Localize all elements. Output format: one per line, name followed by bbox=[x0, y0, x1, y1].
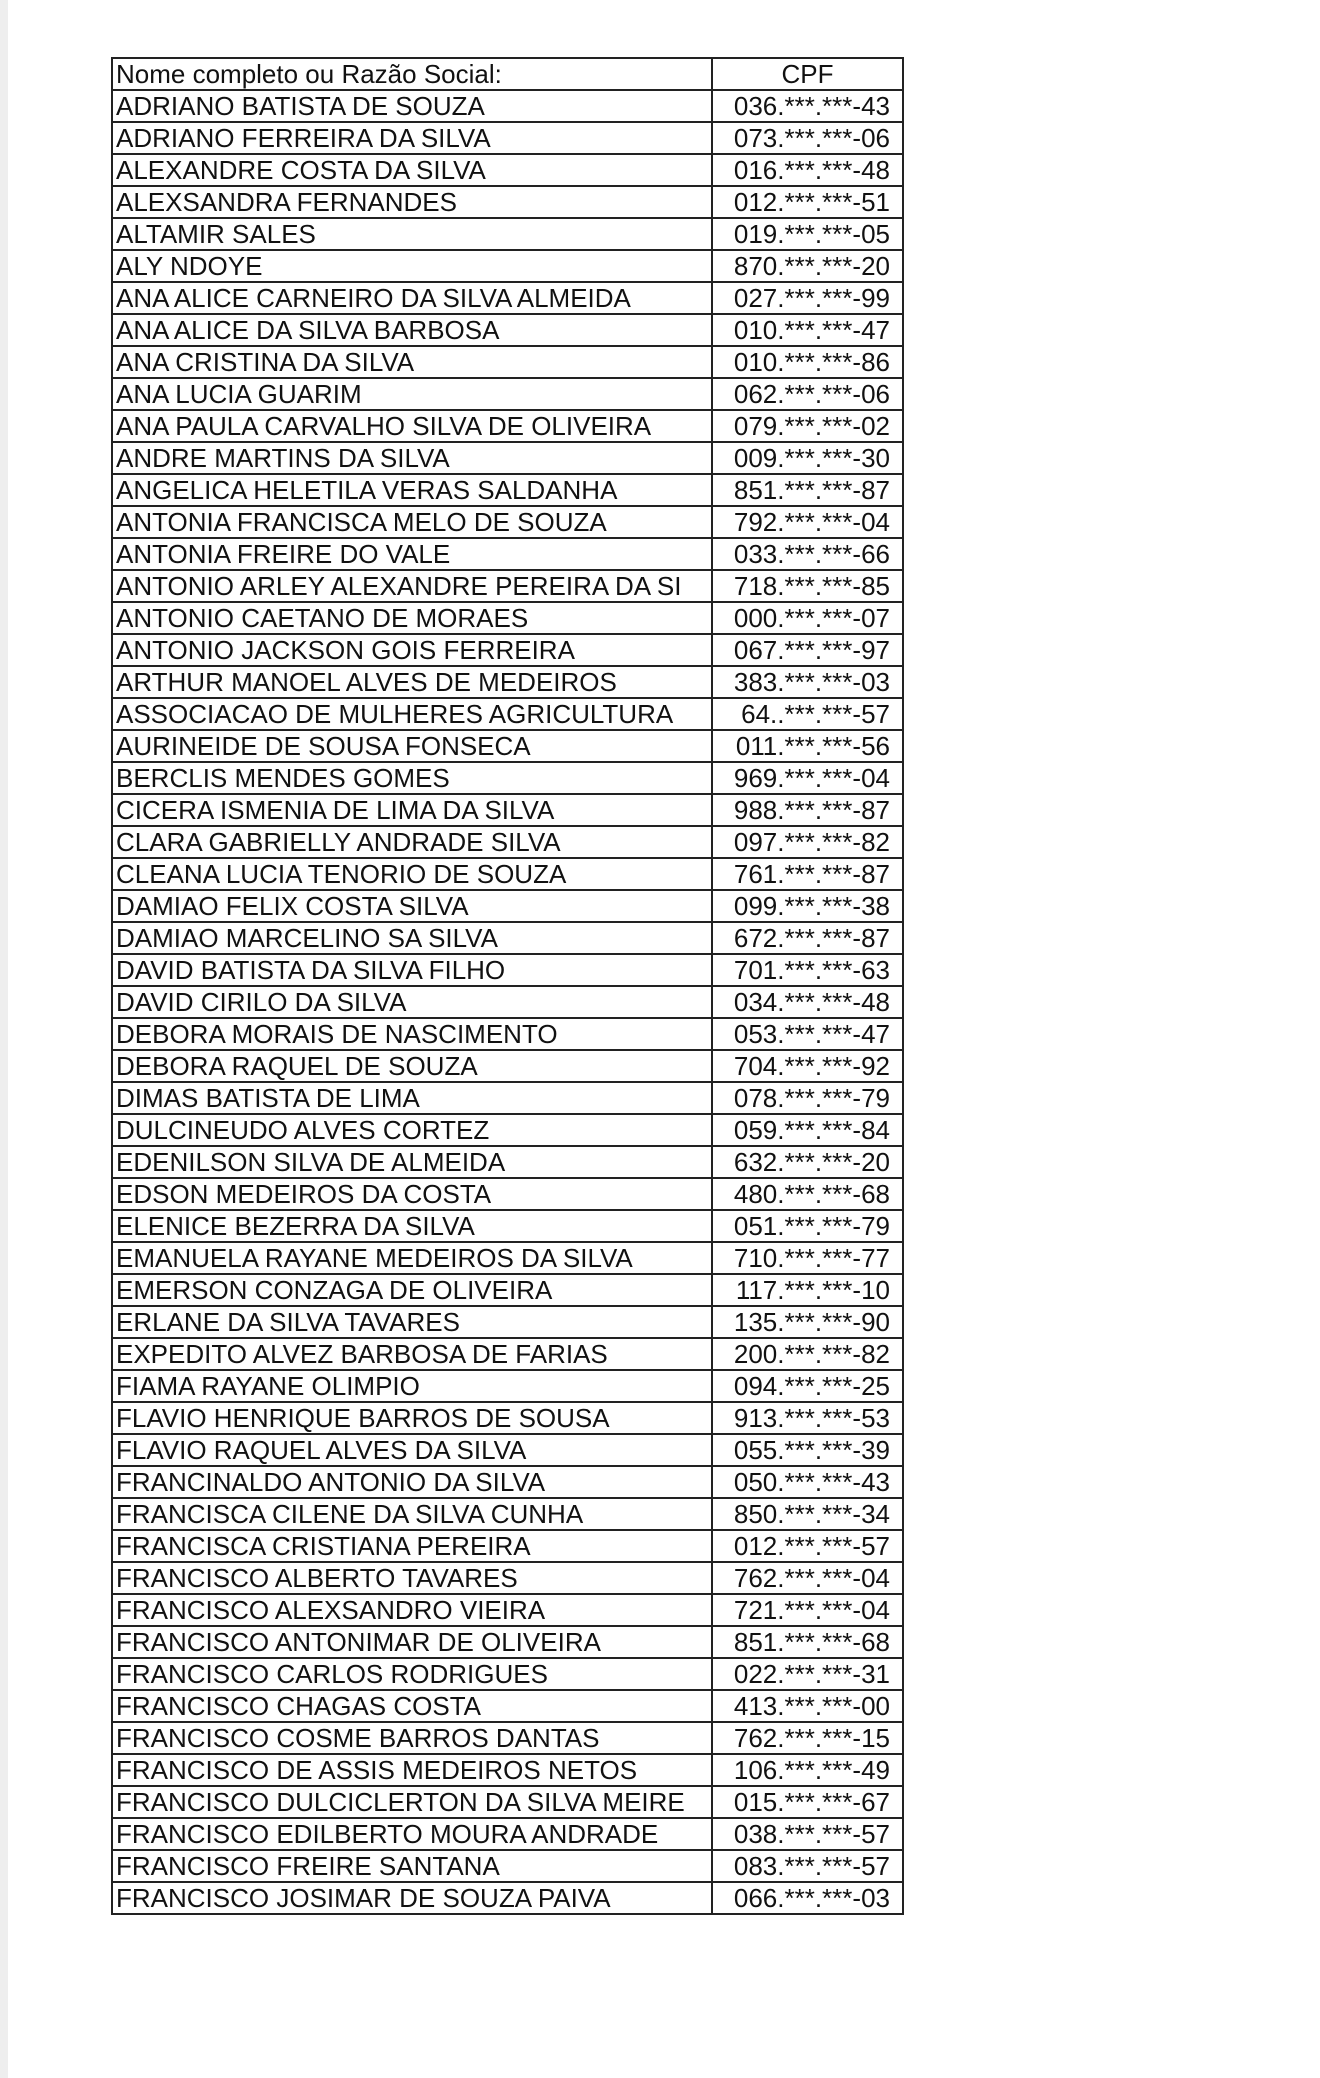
person-name-cell: ANA PAULA CARVALHO SILVA DE OLIVEIRA bbox=[112, 410, 712, 442]
table-body bbox=[112, 90, 903, 1914]
cpf-cell: 033.***.***-66 bbox=[712, 538, 903, 570]
cpf-cell: 792.***.***-04 bbox=[712, 506, 903, 538]
table-row bbox=[112, 186, 903, 218]
table-row bbox=[112, 346, 903, 378]
cpf-cell: 710.***.***-77 bbox=[712, 1242, 903, 1274]
cpf-cell: 850.***.***-34 bbox=[712, 1498, 903, 1530]
person-name-cell: ASSOCIACAO DE MULHERES AGRICULTURA bbox=[112, 698, 712, 730]
table-row bbox=[112, 1594, 903, 1626]
cpf-cell: 009.***.***-30 bbox=[712, 442, 903, 474]
person-name-cell: EMANUELA RAYANE MEDEIROS DA SILVA bbox=[112, 1242, 712, 1274]
person-name-cell: ANTONIO ARLEY ALEXANDRE PEREIRA DA SI bbox=[112, 570, 712, 602]
table-row bbox=[112, 1146, 903, 1178]
cpf-cell: 106.***.***-49 bbox=[712, 1754, 903, 1786]
table-row bbox=[112, 1882, 903, 1914]
cpf-cell: 099.***.***-38 bbox=[712, 890, 903, 922]
cpf-cell: 870.***.***-20 bbox=[712, 250, 903, 282]
cpf-cell: 117.***.***-10 bbox=[712, 1274, 903, 1306]
person-name-cell: FRANCINALDO ANTONIO DA SILVA bbox=[112, 1466, 712, 1498]
cpf-cell: 701.***.***-63 bbox=[712, 954, 903, 986]
person-name-cell: FRANCISCA CILENE DA SILVA CUNHA bbox=[112, 1498, 712, 1530]
person-name-cell: DEBORA RAQUEL DE SOUZA bbox=[112, 1050, 712, 1082]
person-name-cell: FRANCISCO EDILBERTO MOURA ANDRADE bbox=[112, 1818, 712, 1850]
table-row bbox=[112, 1370, 903, 1402]
person-name-cell: FRANCISCO COSME BARROS DANTAS bbox=[112, 1722, 712, 1754]
cpf-cell: 062.***.***-06 bbox=[712, 378, 903, 410]
table-row bbox=[112, 378, 903, 410]
cpf-cell: 135.***.***-90 bbox=[712, 1306, 903, 1338]
person-name-cell: FRANCISCO JOSIMAR DE SOUZA PAIVA bbox=[112, 1882, 712, 1914]
header-cpf: CPF bbox=[712, 58, 903, 90]
person-name-cell: FRANCISCO DULCICLERTON DA SILVA MEIRE bbox=[112, 1786, 712, 1818]
table-row bbox=[112, 698, 903, 730]
person-name-cell: FRANCISCO DE ASSIS MEDEIROS NETOS bbox=[112, 1754, 712, 1786]
table-row bbox=[112, 282, 903, 314]
cpf-cell: 913.***.***-53 bbox=[712, 1402, 903, 1434]
person-name-cell: ARTHUR MANOEL ALVES DE MEDEIROS bbox=[112, 666, 712, 698]
cpf-cell: 480.***.***-68 bbox=[712, 1178, 903, 1210]
cpf-cell: 066.***.***-03 bbox=[712, 1882, 903, 1914]
table-row bbox=[112, 986, 903, 1018]
table-row bbox=[112, 538, 903, 570]
table-row bbox=[112, 474, 903, 506]
cpf-cell: 053.***.***-47 bbox=[712, 1018, 903, 1050]
person-name-cell: ANA ALICE CARNEIRO DA SILVA ALMEIDA bbox=[112, 282, 712, 314]
cpf-cell: 036.***.***-43 bbox=[712, 90, 903, 122]
cpf-cell: 094.***.***-25 bbox=[712, 1370, 903, 1402]
cpf-cell: 067.***.***-97 bbox=[712, 634, 903, 666]
table-row bbox=[112, 410, 903, 442]
cpf-cell: 64..***.***-57 bbox=[712, 698, 903, 730]
person-name-cell: ADRIANO FERREIRA DA SILVA bbox=[112, 122, 712, 154]
person-name-cell: CLEANA LUCIA TENORIO DE SOUZA bbox=[112, 858, 712, 890]
table-row bbox=[112, 922, 903, 954]
cpf-cell: 988.***.***-87 bbox=[712, 794, 903, 826]
person-name-cell: FRANCISCO ALBERTO TAVARES bbox=[112, 1562, 712, 1594]
cpf-cell: 097.***.***-82 bbox=[712, 826, 903, 858]
person-name-cell: ANGELICA HELETILA VERAS SALDANHA bbox=[112, 474, 712, 506]
person-name-cell: FRANCISCO ANTONIMAR DE OLIVEIRA bbox=[112, 1626, 712, 1658]
table-row bbox=[112, 730, 903, 762]
table-row bbox=[112, 1690, 903, 1722]
page-edge-shadow bbox=[0, 0, 8, 2078]
table-row bbox=[112, 1754, 903, 1786]
cpf-cell: 761.***.***-87 bbox=[712, 858, 903, 890]
table-row bbox=[112, 1274, 903, 1306]
table-row bbox=[112, 1562, 903, 1594]
cpf-cell: 762.***.***-04 bbox=[712, 1562, 903, 1594]
table-row bbox=[112, 1402, 903, 1434]
person-name-cell: FRANCISCO CARLOS RODRIGUES bbox=[112, 1658, 712, 1690]
table-row bbox=[112, 666, 903, 698]
table-row bbox=[112, 122, 903, 154]
cpf-cell: 718.***.***-85 bbox=[712, 570, 903, 602]
person-name-cell: CICERA ISMENIA DE LIMA DA SILVA bbox=[112, 794, 712, 826]
person-name-cell: ELENICE BEZERRA DA SILVA bbox=[112, 1210, 712, 1242]
cpf-cell: 851.***.***-68 bbox=[712, 1626, 903, 1658]
table-row bbox=[112, 1018, 903, 1050]
person-name-cell: FIAMA RAYANE OLIMPIO bbox=[112, 1370, 712, 1402]
cpf-cell: 022.***.***-31 bbox=[712, 1658, 903, 1690]
person-name-cell: FRANCISCO FREIRE SANTANA bbox=[112, 1850, 712, 1882]
cpf-cell: 851.***.***-87 bbox=[712, 474, 903, 506]
table-row bbox=[112, 1338, 903, 1370]
cpf-cell: 012.***.***-51 bbox=[712, 186, 903, 218]
person-name-cell: ANTONIA FREIRE DO VALE bbox=[112, 538, 712, 570]
person-name-cell: FRANCISCO CHAGAS COSTA bbox=[112, 1690, 712, 1722]
table-row bbox=[112, 1434, 903, 1466]
table-row bbox=[112, 1114, 903, 1146]
person-name-cell: EXPEDITO ALVEZ BARBOSA DE FARIAS bbox=[112, 1338, 712, 1370]
cpf-cell: 016.***.***-48 bbox=[712, 154, 903, 186]
person-name-cell: ALEXANDRE COSTA DA SILVA bbox=[112, 154, 712, 186]
table-row bbox=[112, 1466, 903, 1498]
beneficiary-table bbox=[111, 57, 904, 1915]
cpf-cell: 000.***.***-07 bbox=[712, 602, 903, 634]
person-name-cell: ALEXSANDRA FERNANDES bbox=[112, 186, 712, 218]
cpf-cell: 012.***.***-57 bbox=[712, 1530, 903, 1562]
cpf-cell: 632.***.***-20 bbox=[712, 1146, 903, 1178]
table-row bbox=[112, 634, 903, 666]
person-name-cell: DEBORA MORAIS DE NASCIMENTO bbox=[112, 1018, 712, 1050]
person-name-cell: ANA CRISTINA DA SILVA bbox=[112, 346, 712, 378]
table-row bbox=[112, 314, 903, 346]
table-row bbox=[112, 890, 903, 922]
table-header-row bbox=[112, 58, 903, 90]
cpf-cell: 383.***.***-03 bbox=[712, 666, 903, 698]
person-name-cell: ALTAMIR SALES bbox=[112, 218, 712, 250]
table-row bbox=[112, 570, 903, 602]
table-row bbox=[112, 1530, 903, 1562]
person-name-cell: BERCLIS MENDES GOMES bbox=[112, 762, 712, 794]
table-row bbox=[112, 506, 903, 538]
table-row bbox=[112, 1306, 903, 1338]
person-name-cell: DAVID CIRILO DA SILVA bbox=[112, 986, 712, 1018]
person-name-cell: ANTONIO CAETANO DE MORAES bbox=[112, 602, 712, 634]
table-row bbox=[112, 442, 903, 474]
table-row bbox=[112, 794, 903, 826]
person-name-cell: ANA LUCIA GUARIM bbox=[112, 378, 712, 410]
cpf-cell: 078.***.***-79 bbox=[712, 1082, 903, 1114]
cpf-cell: 969.***.***-04 bbox=[712, 762, 903, 794]
cpf-cell: 011.***.***-56 bbox=[712, 730, 903, 762]
cpf-cell: 015.***.***-67 bbox=[712, 1786, 903, 1818]
table-row bbox=[112, 602, 903, 634]
table-row bbox=[112, 826, 903, 858]
cpf-cell: 200.***.***-82 bbox=[712, 1338, 903, 1370]
person-name-cell: FLAVIO HENRIQUE BARROS DE SOUSA bbox=[112, 1402, 712, 1434]
person-name-cell: ANA ALICE DA SILVA BARBOSA bbox=[112, 314, 712, 346]
cpf-cell: 079.***.***-02 bbox=[712, 410, 903, 442]
table-row bbox=[112, 90, 903, 122]
person-name-cell: ANTONIO JACKSON GOIS FERREIRA bbox=[112, 634, 712, 666]
cpf-cell: 050.***.***-43 bbox=[712, 1466, 903, 1498]
table-row bbox=[112, 1082, 903, 1114]
table-row bbox=[112, 762, 903, 794]
person-name-cell: ERLANE DA SILVA TAVARES bbox=[112, 1306, 712, 1338]
cpf-cell: 010.***.***-47 bbox=[712, 314, 903, 346]
person-name-cell: ANDRE MARTINS DA SILVA bbox=[112, 442, 712, 474]
cpf-cell: 413.***.***-00 bbox=[712, 1690, 903, 1722]
person-name-cell: CLARA GABRIELLY ANDRADE SILVA bbox=[112, 826, 712, 858]
person-name-cell: AURINEIDE DE SOUSA FONSECA bbox=[112, 730, 712, 762]
person-name-cell: ADRIANO BATISTA DE SOUZA bbox=[112, 90, 712, 122]
cpf-cell: 027.***.***-99 bbox=[712, 282, 903, 314]
table-row bbox=[112, 1850, 903, 1882]
person-name-cell: ANTONIA FRANCISCA MELO DE SOUZA bbox=[112, 506, 712, 538]
table-row bbox=[112, 1498, 903, 1530]
table-row bbox=[112, 1818, 903, 1850]
person-name-cell: DIMAS BATISTA DE LIMA bbox=[112, 1082, 712, 1114]
cpf-cell: 038.***.***-57 bbox=[712, 1818, 903, 1850]
person-name-cell: DAMIAO FELIX COSTA SILVA bbox=[112, 890, 712, 922]
table-row bbox=[112, 858, 903, 890]
cpf-cell: 051.***.***-79 bbox=[712, 1210, 903, 1242]
cpf-cell: 010.***.***-86 bbox=[712, 346, 903, 378]
table-row bbox=[112, 250, 903, 282]
cpf-cell: 672.***.***-87 bbox=[712, 922, 903, 954]
table-row bbox=[112, 1626, 903, 1658]
cpf-cell: 704.***.***-92 bbox=[712, 1050, 903, 1082]
person-name-cell: EMERSON CONZAGA DE OLIVEIRA bbox=[112, 1274, 712, 1306]
table-row bbox=[112, 1786, 903, 1818]
cpf-cell: 721.***.***-04 bbox=[712, 1594, 903, 1626]
cpf-cell: 034.***.***-48 bbox=[712, 986, 903, 1018]
cpf-cell: 073.***.***-06 bbox=[712, 122, 903, 154]
person-name-cell: ALY NDOYE bbox=[112, 250, 712, 282]
table-row bbox=[112, 1178, 903, 1210]
table-row bbox=[112, 1722, 903, 1754]
table-row bbox=[112, 1242, 903, 1274]
table-row bbox=[112, 1658, 903, 1690]
table-row bbox=[112, 154, 903, 186]
person-name-cell: DAVID BATISTA DA SILVA FILHO bbox=[112, 954, 712, 986]
person-name-cell: DAMIAO MARCELINO SA SILVA bbox=[112, 922, 712, 954]
cpf-cell: 055.***.***-39 bbox=[712, 1434, 903, 1466]
person-name-cell: FRANCISCO ALEXSANDRO VIEIRA bbox=[112, 1594, 712, 1626]
table-row bbox=[112, 954, 903, 986]
person-name-cell: EDENILSON SILVA DE ALMEIDA bbox=[112, 1146, 712, 1178]
cpf-cell: 762.***.***-15 bbox=[712, 1722, 903, 1754]
person-name-cell: FLAVIO RAQUEL ALVES DA SILVA bbox=[112, 1434, 712, 1466]
person-name-cell: FRANCISCA CRISTIANA PEREIRA bbox=[112, 1530, 712, 1562]
table-row bbox=[112, 218, 903, 250]
cpf-cell: 059.***.***-84 bbox=[712, 1114, 903, 1146]
table-row bbox=[112, 1210, 903, 1242]
cpf-cell: 083.***.***-57 bbox=[712, 1850, 903, 1882]
cpf-cell: 019.***.***-05 bbox=[712, 218, 903, 250]
table-row bbox=[112, 1050, 903, 1082]
person-name-cell: EDSON MEDEIROS DA COSTA bbox=[112, 1178, 712, 1210]
header-name: Nome completo ou Razão Social: bbox=[112, 58, 712, 90]
person-name-cell: DULCINEUDO ALVES CORTEZ bbox=[112, 1114, 712, 1146]
